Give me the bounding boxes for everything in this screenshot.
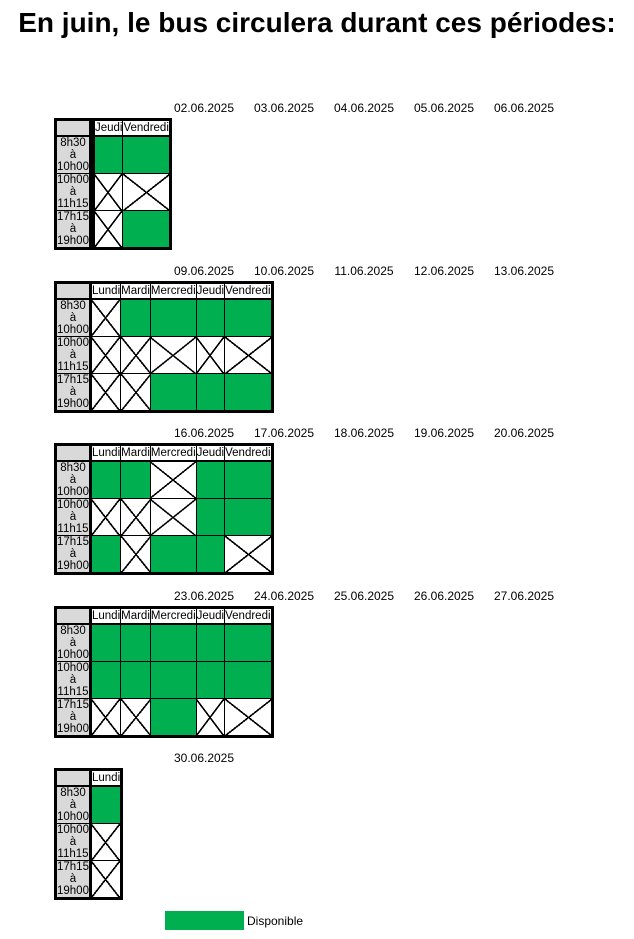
slot-row xyxy=(56,174,171,211)
slot-row xyxy=(56,499,273,536)
unavailable-cell xyxy=(123,174,170,211)
day-name: Mercredi xyxy=(150,445,196,462)
available-cell xyxy=(225,662,272,699)
available-cell xyxy=(90,786,121,824)
day-name: Vendredi xyxy=(225,445,272,462)
date-label: 24.06.2025 xyxy=(253,589,315,603)
slot-row xyxy=(56,337,273,374)
date-row xyxy=(164,750,244,766)
date-label: 09.06.2025 xyxy=(173,264,235,278)
unavailable-cell xyxy=(150,461,196,499)
slot-row xyxy=(56,461,273,499)
unavailable-cell xyxy=(121,699,151,737)
day-name: Mardi xyxy=(121,608,151,625)
slot-row xyxy=(56,624,273,662)
available-cell xyxy=(225,499,272,536)
schedule-table xyxy=(54,768,123,900)
slot-label: 17h15 à 19h00 xyxy=(57,536,89,572)
page-title: En juin, le bus circulera durant ces périodes: xyxy=(18,7,616,38)
available-cell xyxy=(90,662,120,699)
unavailable-cell xyxy=(90,374,120,412)
slot-label: 8h30 à 10h00 xyxy=(57,787,89,823)
day-name: Mercredi xyxy=(150,283,196,300)
day-header-row xyxy=(56,283,273,300)
available-cell xyxy=(121,461,151,499)
day-name: Mercredi xyxy=(150,608,196,625)
schedule-table xyxy=(54,118,172,250)
corner-cell xyxy=(56,445,91,462)
day-name: Lundi xyxy=(90,283,120,300)
available-cell xyxy=(225,374,272,412)
slot-row xyxy=(56,374,273,412)
available-cell xyxy=(121,624,151,662)
unavailable-cell xyxy=(90,499,120,536)
unavailable-cell xyxy=(196,699,225,737)
available-cell xyxy=(196,662,225,699)
date-label: 06.06.2025 xyxy=(493,101,555,115)
date-row xyxy=(164,263,564,279)
unavailable-cell xyxy=(225,536,272,574)
available-cell xyxy=(225,461,272,499)
date-label: 26.06.2025 xyxy=(413,589,475,603)
corner-cell xyxy=(56,770,91,787)
available-cell xyxy=(150,299,196,337)
date-label: 10.06.2025 xyxy=(253,264,315,278)
date-row xyxy=(164,425,564,441)
date-row xyxy=(164,588,564,604)
schedule-table xyxy=(54,606,274,738)
slot-label: 10h00 à 11h15 xyxy=(57,337,89,373)
unavailable-cell xyxy=(225,337,272,374)
date-label: 02.06.2025 xyxy=(173,101,235,115)
date-label: 04.06.2025 xyxy=(333,101,395,115)
slot-row xyxy=(56,861,122,899)
date-label: 19.06.2025 xyxy=(413,426,475,440)
day-name: Vendredi xyxy=(123,120,170,137)
date-label: 18.06.2025 xyxy=(333,426,395,440)
available-cell xyxy=(196,499,225,536)
day-name: Jeudi xyxy=(196,608,225,625)
slot-label: 10h00 à 11h15 xyxy=(57,662,89,698)
available-cell xyxy=(150,662,196,699)
date-label: 11.06.2025 xyxy=(334,264,394,278)
unavailable-cell xyxy=(90,699,120,737)
date-label: 05.06.2025 xyxy=(413,101,475,115)
available-cell xyxy=(150,374,196,412)
day-name: Lundi xyxy=(90,445,120,462)
schedule-table xyxy=(54,281,274,413)
unavailable-cell xyxy=(90,299,120,337)
day-name: Lundi xyxy=(90,608,120,625)
day-header-row xyxy=(56,608,273,625)
schedule-table xyxy=(54,443,274,575)
available-cell xyxy=(196,299,225,337)
day-header-row xyxy=(56,770,122,787)
slot-label: 10h00 à 11h15 xyxy=(57,499,89,535)
available-cell xyxy=(150,536,196,574)
date-row xyxy=(164,100,564,116)
available-cell xyxy=(121,662,151,699)
unavailable-cell xyxy=(150,499,196,536)
available-cell xyxy=(225,299,272,337)
legend-swatch-available xyxy=(165,911,244,930)
available-cell xyxy=(225,624,272,662)
slot-label: 8h30 à 10h00 xyxy=(57,300,89,336)
available-cell xyxy=(90,536,120,574)
slot-label: 8h30 à 10h00 xyxy=(57,625,89,661)
slot-row xyxy=(56,662,273,699)
day-name: Jeudi xyxy=(94,120,123,137)
unavailable-cell xyxy=(121,337,151,374)
slot-row xyxy=(56,699,273,737)
legend xyxy=(165,911,303,930)
slot-label: 17h15 à 19h00 xyxy=(57,699,89,735)
day-name: Jeudi xyxy=(196,283,225,300)
unavailable-cell xyxy=(90,824,121,861)
date-label: 27.06.2025 xyxy=(493,589,555,603)
available-cell xyxy=(90,461,120,499)
legend-label: Disponible xyxy=(247,913,304,928)
date-label: 25.06.2025 xyxy=(333,589,395,603)
date-label: 20.06.2025 xyxy=(493,426,555,440)
available-cell xyxy=(121,299,151,337)
unavailable-cell xyxy=(121,536,151,574)
unavailable-cell xyxy=(121,499,151,536)
available-cell xyxy=(123,136,170,174)
date-label: 13.06.2025 xyxy=(493,264,555,278)
date-label: 17.06.2025 xyxy=(253,426,315,440)
slot-label: 17h15 à 19h00 xyxy=(57,861,89,897)
slot-label: 10h00 à 11h15 xyxy=(57,824,89,860)
unavailable-cell xyxy=(150,337,196,374)
day-name: Vendredi xyxy=(225,283,272,300)
unavailable-cell xyxy=(90,337,120,374)
corner-cell xyxy=(56,120,91,137)
date-label: 30.06.2025 xyxy=(173,751,235,765)
available-cell xyxy=(196,536,225,574)
available-cell xyxy=(123,211,170,249)
slot-row xyxy=(56,536,273,574)
unavailable-cell xyxy=(121,374,151,412)
slot-label: 8h30 à 10h00 xyxy=(57,137,89,173)
available-cell xyxy=(196,624,225,662)
slot-row xyxy=(56,211,171,249)
slot-row xyxy=(56,136,171,174)
day-header-row xyxy=(56,445,273,462)
unavailable-cell xyxy=(196,337,225,374)
date-label: 16.06.2025 xyxy=(173,426,235,440)
day-header-row xyxy=(56,120,171,137)
slot-row xyxy=(56,824,122,861)
unavailable-cell xyxy=(94,211,123,249)
available-cell xyxy=(196,461,225,499)
day-name: Mardi xyxy=(121,445,151,462)
slot-row xyxy=(56,299,273,337)
available-cell xyxy=(196,374,225,412)
corner-cell xyxy=(56,283,91,300)
available-cell xyxy=(150,624,196,662)
available-cell xyxy=(90,624,120,662)
day-name: Mardi xyxy=(121,283,151,300)
slot-label: 10h00 à 11h15 xyxy=(57,174,89,210)
available-cell xyxy=(150,699,196,737)
slot-row xyxy=(56,786,122,824)
date-label: 03.06.2025 xyxy=(253,101,315,115)
day-name: Lundi xyxy=(90,770,121,787)
available-cell xyxy=(94,136,123,174)
day-name: Vendredi xyxy=(225,608,272,625)
day-name: Jeudi xyxy=(196,445,225,462)
slot-label: 17h15 à 19h00 xyxy=(57,374,89,410)
date-label: 23.06.2025 xyxy=(173,589,235,603)
unavailable-cell xyxy=(225,699,272,737)
unavailable-cell xyxy=(90,861,121,899)
slot-label: 17h15 à 19h00 xyxy=(57,211,89,247)
date-label: 12.06.2025 xyxy=(413,264,475,278)
unavailable-cell xyxy=(94,174,123,211)
slot-label: 8h30 à 10h00 xyxy=(57,462,89,498)
corner-cell xyxy=(56,608,91,625)
